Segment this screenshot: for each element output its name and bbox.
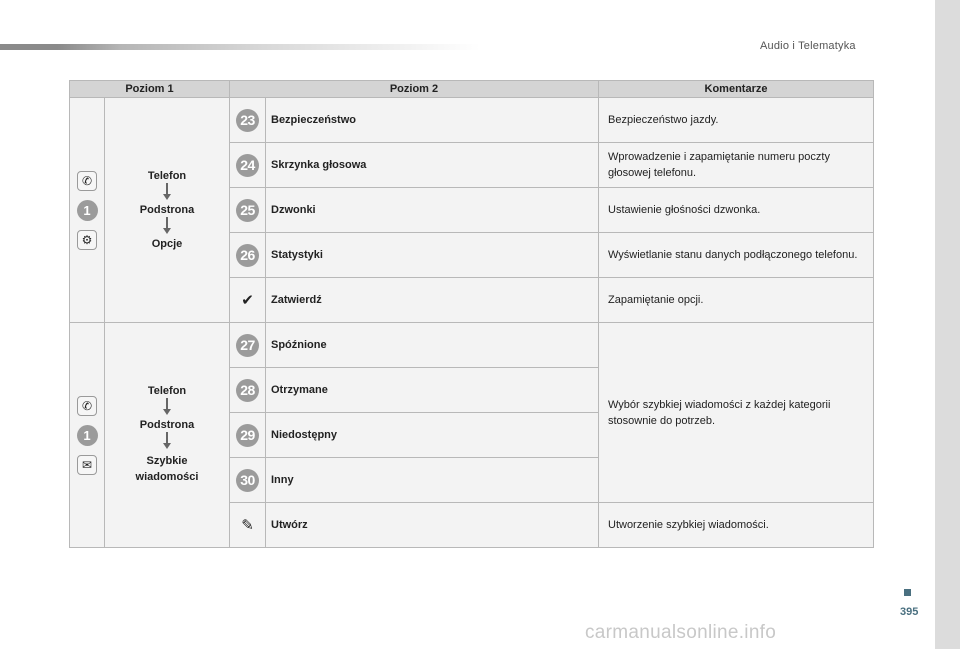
level1-icons-cell [70,323,105,548]
arrow-down-icon [162,217,172,235]
path-step: Telefon [147,170,187,182]
option-comment: Ustawienie głośności dzwonka. [599,188,874,233]
level1-icons-cell [70,98,105,323]
path-step: Podstrona [139,204,195,216]
level1-path-cell [105,98,230,323]
option-name: Otrzymane [266,368,599,413]
pencil-icon: ✎ [241,517,254,534]
level1-path-cell [105,323,230,548]
path-step: Telefon [147,385,187,397]
number-badge: 23 [236,109,259,132]
option-comment: Zapamiętanie opcji. [599,278,874,323]
merged-comment: Wybór szybkiej wiadomości z każdej kategorii stosownie do potrzeb. [599,323,874,503]
number-cell [230,458,266,503]
number-badge: 27 [236,334,259,357]
option-name: Niedostępny [266,413,599,458]
number-cell [230,368,266,413]
number-cell [230,143,266,188]
number-badge: 30 [236,469,259,492]
arrow-down-icon [162,398,172,416]
option-name: Inny [266,458,599,503]
path-step: Podstrona [139,419,195,431]
number-badge: 26 [236,244,259,267]
page-number: 395 [900,606,919,618]
option-name: Statystyki [266,233,599,278]
path-step: Opcje [151,238,183,250]
number-cell [230,278,266,323]
header-decoration-line [0,44,480,50]
step-badge: 1 [77,200,98,221]
header-comments: Komentarze [599,81,874,98]
number-cell [230,98,266,143]
table-row [70,98,874,143]
option-comment: Bezpieczeństwo jazdy. [599,98,874,143]
number-cell [230,323,266,368]
menu-table [69,80,874,548]
number-badge: 24 [236,154,259,177]
arrow-down-icon [162,432,172,450]
option-name: Zatwierdź [266,278,599,323]
number-badge: 28 [236,379,259,402]
arrow-down-icon [162,183,172,201]
watermark: carmanualsonline.info [585,622,777,643]
option-name: Dzwonki [266,188,599,233]
message-icon: ✉ [77,455,97,475]
phone-icon: ✆ [77,396,97,416]
number-badge: 29 [236,424,259,447]
phone-icon: ✆ [77,171,97,191]
step-badge: 1 [77,425,98,446]
number-badge: 25 [236,199,259,222]
page-marker [904,589,911,596]
checkmark-icon: ✔ [241,292,254,309]
header-level-1: Poziom 1 [70,81,230,98]
settings-icon: ⚙ [77,230,97,250]
section-title: Audio i Telematyka [760,40,856,52]
table-row [70,323,874,368]
option-name: Bezpieczeństwo [266,98,599,143]
option-comment: Wyświetlanie stanu danych podłączonego telefonu. [599,233,874,278]
number-cell [230,413,266,458]
header-level-2: Poziom 2 [230,81,599,98]
number-cell [230,188,266,233]
option-name: Skrzynka głosowa [266,143,599,188]
option-name: Utwórz [266,503,599,548]
path-step: Szybkie wiadomości [135,455,199,483]
page-sidebar [935,0,960,649]
table-header-row [70,81,874,98]
number-cell [230,233,266,278]
option-name: Spóźnione [266,323,599,368]
number-cell [230,503,266,548]
option-comment: Utworzenie szybkiej wiadomości. [599,503,874,548]
option-comment: Wprowadzenie i zapamiętanie numeru poczty głosowej telefonu. [599,143,874,188]
